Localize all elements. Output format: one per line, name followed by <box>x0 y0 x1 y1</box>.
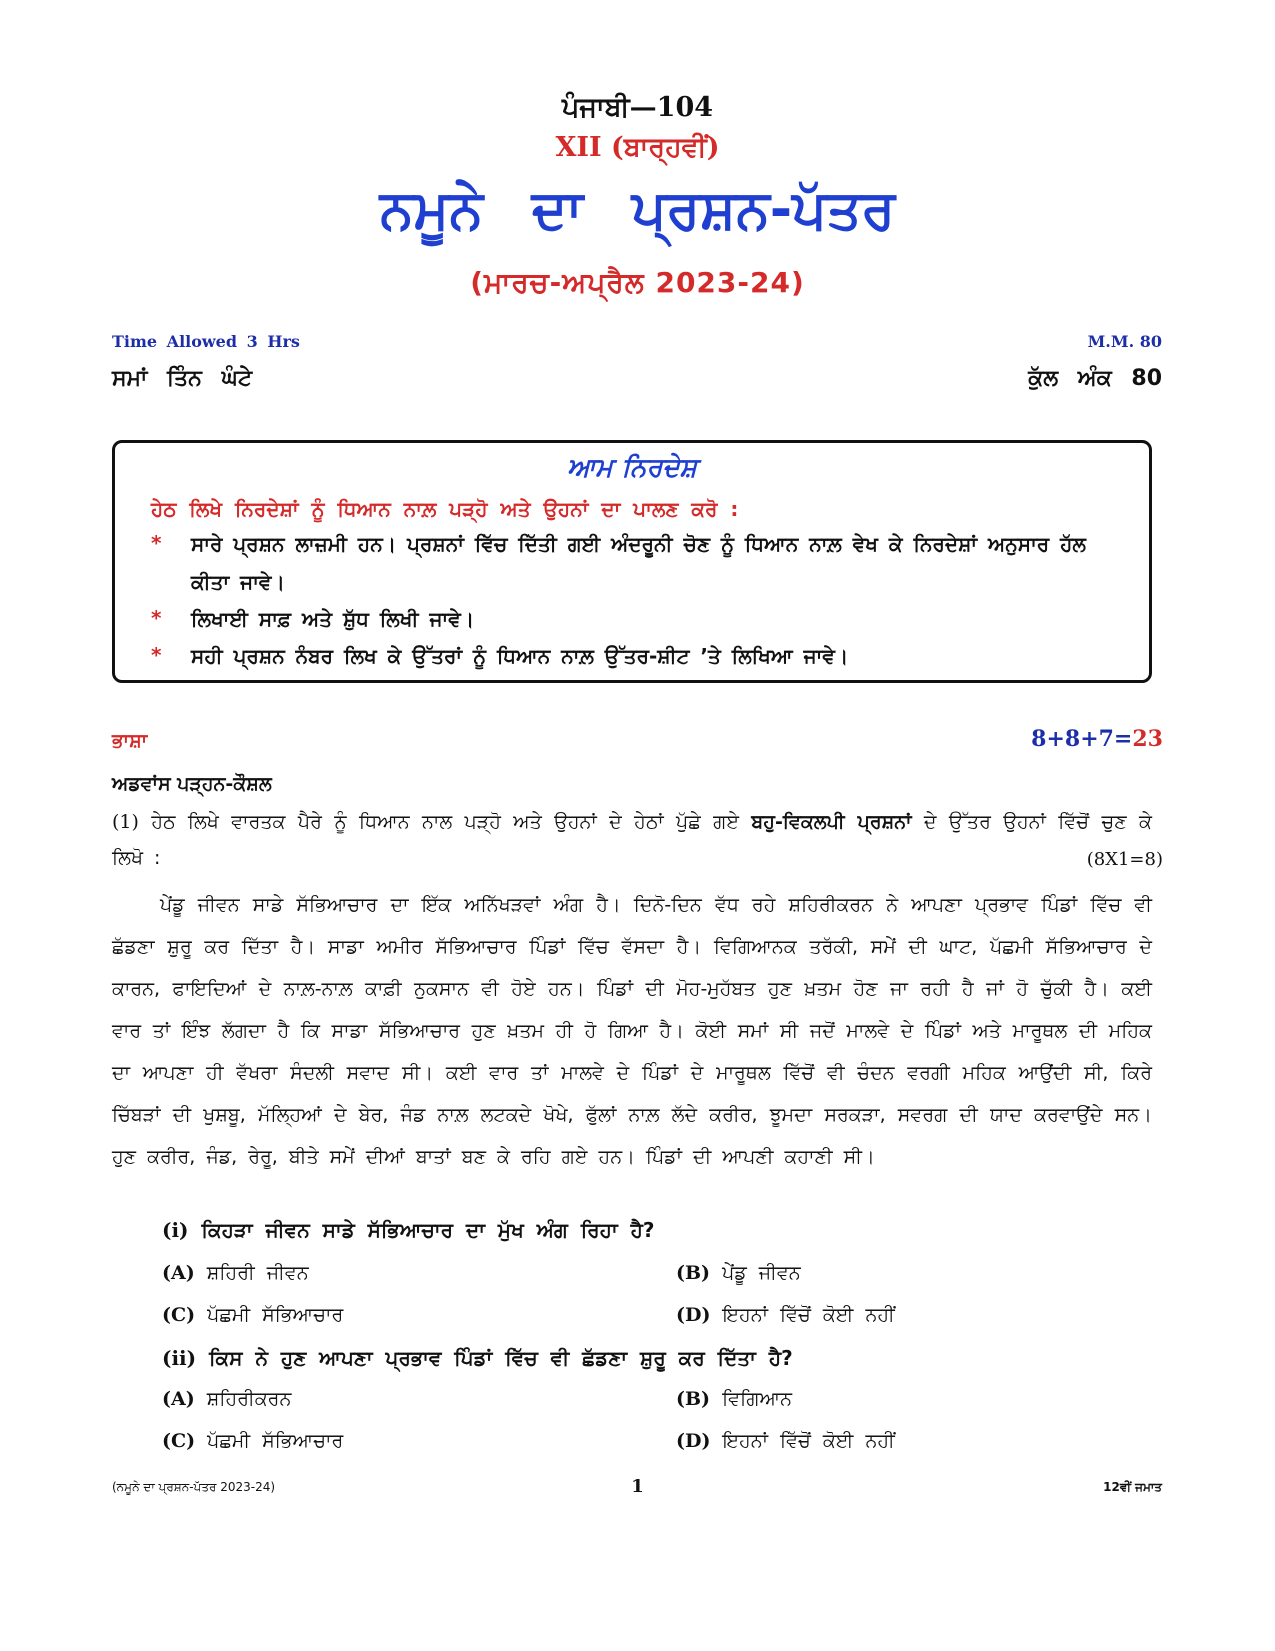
section-marks-total: 23 <box>1132 726 1163 752</box>
option <box>162 1262 309 1284</box>
option-text: ਇਹਨਾਂ ਵਿੱਚੋਂ ਕੋਈ ਨਹੀਂ <box>722 1304 895 1326</box>
option-text: ਸ਼ਹਿਰੀ ਜੀਵਨ <box>206 1262 309 1284</box>
question-1-text <box>112 804 1152 876</box>
instructions-title: ਆਮ ਨਿਰਦੇਸ਼ <box>567 453 697 483</box>
time-allowed-punjabi: ਸਮਾਂ ਤਿੰਨ ਘੰਟੇ <box>112 366 253 391</box>
option-label: (D) <box>676 1304 711 1326</box>
session-label: (ਮਾਰਚ-ਅਪ੍ਰੈਲ 2023-24) <box>470 266 805 299</box>
total-marks-punjabi: ਕੁੱਲ ਅੰਕ 80 <box>1028 366 1162 391</box>
option-text: ਪੱਛਮੀ ਸੱਭਿਆਚਾਰ <box>207 1430 344 1452</box>
section-marks <box>1031 726 1163 752</box>
instructions-intro: ਹੇਠ ਲਿਖੇ ਨਿਰਦੇਸ਼ਾਂ ਨੂੰ ਧਿਆਨ ਨਾਲ਼ ਪੜ੍ਹੋ ਅਤੇ ਉਹਨਾਂ ਦਾ ਪਾਲਣ ਕਰੋ : <box>151 497 739 521</box>
footer-document-label: (ਨਮੂਨੇ ਦਾ ਪ੍ਰਸ਼ਨ-ਪੱਤਰ 2023-24) <box>112 1480 276 1494</box>
sub-question-text: ਕਿਸ ਨੇ ਹੁਣ ਆਪਣਾ ਪ੍ਰਭਾਵ ਪਿੰਡਾਂ ਵਿੱਚ ਵੀ ਛੱਡਣਾ ਸ਼ੁਰੂ ਕਰ ਦਿੱਤਾ ਹੈ? <box>209 1346 793 1370</box>
max-marks-english: M.M. 80 <box>1087 332 1162 351</box>
option-label: (B) <box>676 1262 711 1284</box>
option-text: ਸ਼ਹਿਰੀਕਰਨ <box>206 1388 292 1410</box>
option-text: ਇਹਨਾਂ ਵਿੱਚੋਂ ਕੋਈ ਨਹੀਂ <box>722 1430 895 1452</box>
option-text: ਪੱਛਮੀ ਸੱਭਿਆਚਾਰ <box>207 1304 344 1326</box>
class-label: XII (ਬਾਰ੍ਹਵੀਂ) <box>555 132 720 163</box>
instruction-item: ਸਹੀ ਪ੍ਰਸ਼ਨ ਨੰਬਰ ਲਿਖ ਕੇ ਉੱਤਰਾਂ ਨੂੰ ਧਿਆਨ ਨਾਲ਼ ਉੱਤਰ-ਸ਼ੀਟ ’ਤੇ ਲਿਖਿਆ ਜਾਵੇ। <box>191 644 849 668</box>
section-marks-breakdown: 8+8+7= <box>1031 726 1133 752</box>
sub-question <box>162 1346 793 1370</box>
question-text: ਹੇਠ ਲਿਖੇ ਵਾਰਤਕ ਪੈਰੇ ਨੂੰ ਧਿਆਨ ਨਾਲ ਪੜ੍ਹੋ ਅਤੇ ਉਹਨਾਂ ਦੇ ਹੇਠਾਂ ਪੁੱਛੇ ਗਏ <box>151 811 740 833</box>
option-label: (A) <box>162 1262 195 1284</box>
option <box>676 1304 895 1326</box>
question-number: (1) <box>112 811 139 833</box>
bullet-marker: * <box>151 643 162 667</box>
page-number: 1 <box>631 1476 644 1497</box>
option-text: ਪੇਂਡੂ ਜੀਵਨ <box>722 1262 801 1284</box>
option <box>162 1304 343 1326</box>
question-text: ਦੇ ਉੱਤਰ ਉਹਨਾਂ ਵਿੱਚੋਂ ਚੁਣ ਕੇ ਲਿਖੋ : <box>112 811 1152 869</box>
section-title: ਭਾਸ਼ਾ <box>112 730 148 752</box>
footer-class-label: 12ਵੀਂ ਜਮਾਤ <box>1103 1480 1162 1494</box>
reading-passage: ਪੇਂਡੂ ਜੀਵਨ ਸਾਡੇ ਸੱਭਿਆਚਾਰ ਦਾ ਇੱਕ ਅਨਿੱਖੜਵਾਂ ਅੰਗ ਹੈ। ਦਿਨੋ-ਦਿਨ ਵੱਧ ਰਹੇ ਸ਼ਹਿਰੀਕਰਨ ਨੇ ਆਪਣਾ ਪ੍ਰਭਾਵ ਪਿੰਡਾਂ ਵਿੱਚ ਵੀ ਛੱਡਣਾ ਸ਼ੁਰੂ ਕਰ ਦਿੱਤਾ ਹੈ। ਸਾਡਾ ਅਮੀਰ ਸੱਭਿਆਚਾਰ ਪਿੰਡਾਂ ਵਿੱਚ ਵੱਸਦਾ ਹੈ। ਵਿਗਿਆਨਕ ਤਰੱਕੀ, ਸਮੇਂ ਦੀ ਘਾਟ, ਪੱਛਮੀ ਸੱਭਿਆਚਾਰ ਦੇ ਕਾਰਨ, ਫਾਇਦਿਆਂ ਦੇ ਨਾਲ਼-ਨਾਲ਼ ਕਾਫ਼ੀ ਨੁਕਸਾਨ ਵੀ ਹੋਏ ਹਨ। ਪਿੰਡਾਂ ਦੀ ਮੋਹ-ਮੁਹੱਬਤ ਹੁਣ ਖ਼ਤਮ ਹੋਣ ਜਾ ਰਹੀ ਹੈ ਜਾਂ ਹੋ ਚੁੱਕੀ ਹੈ। ਕਈ ਵਾਰ ਤਾਂ ਇੰਝ ਲੱਗਦਾ ਹੈ ਕਿ ਸਾਡਾ ਸੱਭਿਆਚਾਰ ਹੁਣ ਖ਼ਤਮ ਹੀ ਹੋ ਗਿਆ ਹੈ। ਕੋਈ ਸਮਾਂ ਸੀ ਜਦੋਂ ਮਾਲਵੇ ਦੇ ਪਿੰਡਾਂ ਅਤੇ ਮਾਰੂਥਲ ਦੀ ਮਹਿਕ ਦਾ ਆਪਣਾ ਹੀ ਵੱਖਰਾ ਸੰਦਲੀ ਸਵਾਦ ਸੀ। ਕਈ ਵਾਰ ਤਾਂ ਮਾਲਵੇ ਦੇ ਪਿੰਡਾਂ ਦੇ ਮਾਰੂਥਲ ਵਿੱਚੋਂ ਵੀ ਚੰਦਨ ਵਰਗੀ ਮਹਿਕ ਆਉਂਦੀ ਸੀ, ਕਿਰੇ ਚਿੱਬੜਾਂ ਦੀ ਖੁਸ਼ਬੂ, ਮੱਲ੍ਹਿਆਂ ਦੇ ਬੇਰ, ਜੰਡ ਨਾਲ਼ ਲਟਕਦੇ ਖੋਖੇ, ਫੁੱਲਾਂ ਨਾਲ਼ ਲੱਦੇ ਕਰੀਰ, ਝੂਮਦਾ ਸਰਕੜਾ, ਸਵਰਗ ਦੀ ਯਾਦ ਕਰਵਾਉਂਦੇ ਸਨ। ਹੁਣ ਕਰੀਰ, ਜੰਡ, ਰੇਰੂ, ਬੀਤੇ ਸਮੇਂ ਦੀਆਂ ਬਾਤਾਂ ਬਣ ਕੇ ਰਹਿ ਗਏ ਹਨ। ਪਿੰਡਾਂ ਦੀ ਆਪਣੀ ਕਹਾਣੀ ਸੀ। <box>112 894 1152 1168</box>
option-label: (C) <box>162 1430 196 1452</box>
sub-question <box>162 1218 655 1242</box>
question-text-emphasis: ਬਹੁ-ਵਿਕਲਪੀ ਪ੍ਰਸ਼ਨਾਂ <box>751 811 912 833</box>
sub-question-number: (ii) <box>162 1346 197 1370</box>
general-instructions-box <box>112 440 1152 683</box>
question-marks: (8X1=8) <box>1086 849 1163 870</box>
option-label: (D) <box>676 1430 711 1452</box>
instruction-item: ਲਿਖਾਈ ਸਾਫ਼ ਅਤੇ ਸ਼ੁੱਧ ਲਿਖੀ ਜਾਵੇ। <box>191 607 475 631</box>
option-text: ਵਿਗਿਆਨ <box>722 1388 792 1410</box>
time-allowed-english: Time Allowed 3 Hrs <box>112 332 300 351</box>
option <box>676 1262 801 1284</box>
option <box>676 1430 895 1452</box>
bullet-marker: * <box>151 531 162 555</box>
sub-question-number: (i) <box>162 1218 189 1242</box>
sub-question-text: ਕਿਹੜਾ ਜੀਵਨ ਸਾਡੇ ਸੱਭਿਆਚਾਰ ਦਾ ਮੁੱਖ ਅੰਗ ਰਿਹਾ ਹੈ? <box>201 1218 655 1242</box>
option-label: (B) <box>676 1388 711 1410</box>
page-title: ਨਮੂਨੇ ਦਾ ਪ੍ਰਸ਼ਨ-ਪੱਤਰ <box>379 178 896 241</box>
subsection-title: ਅਡਵਾਂਸ ਪੜ੍ਹਨ-ਕੌਸ਼ਲ <box>112 773 272 795</box>
option <box>162 1430 343 1452</box>
subject-code: ਪੰਜਾਬੀ—104 <box>561 92 714 123</box>
instruction-item: ਸਾਰੇ ਪ੍ਰਸ਼ਨ ਲਾਜ਼ਮੀ ਹਨ। ਪ੍ਰਸ਼ਨਾਂ ਵਿੱਚ ਦਿੱਤੀ ਗਈ ਅੰਦਰੂਨੀ ਚੋਣ ਨੂੰ ਧਿਆਨ ਨਾਲ਼ ਵੇਖ ਕੇ ਨਿਰਦੇਸ਼ਾਂ ਅਨੁਸਾਰ ਹੱਲ ਕੀਤਾ ਜਾਵੇ। <box>191 532 1086 594</box>
option <box>676 1388 792 1410</box>
option-label: (C) <box>162 1304 196 1326</box>
option <box>162 1388 291 1410</box>
option-label: (A) <box>162 1388 195 1410</box>
bullet-marker: * <box>151 606 162 630</box>
